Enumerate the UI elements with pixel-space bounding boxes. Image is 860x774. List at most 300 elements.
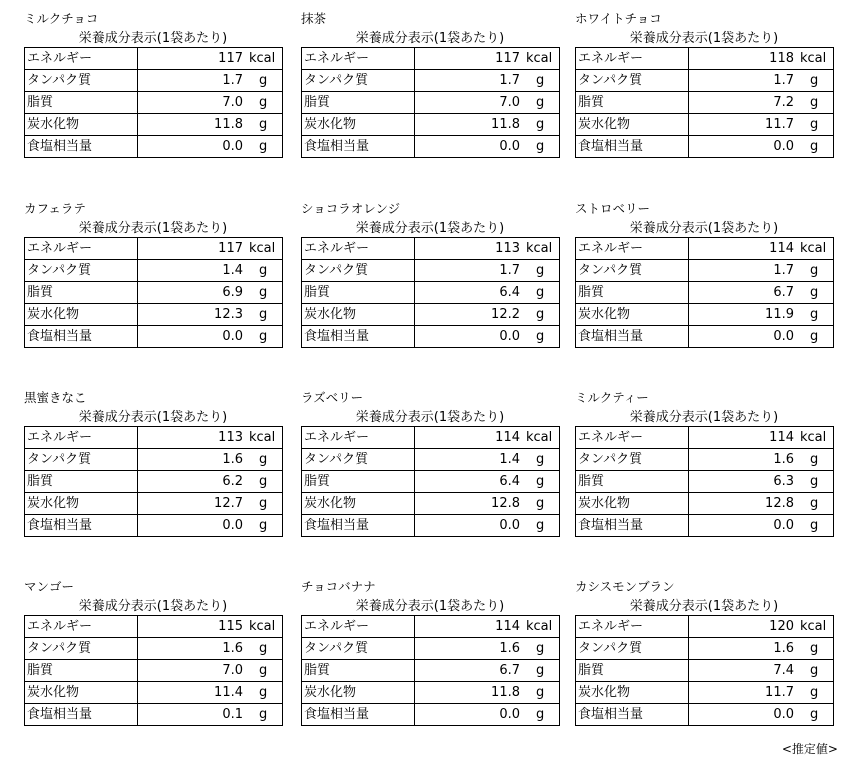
nutrition-row xyxy=(302,136,560,158)
nutrient-unit: g xyxy=(810,307,819,322)
nutrition-table xyxy=(24,237,283,348)
nutrient-value-cell xyxy=(689,282,834,304)
nutrient-value-cell xyxy=(415,616,560,638)
nutrient-value: 1.6 xyxy=(773,641,794,656)
nutrient-value: 1.6 xyxy=(222,452,243,467)
nutrient-label: タンパク質 xyxy=(576,449,689,471)
nutrient-label: 食塩相当量 xyxy=(25,515,138,537)
nutrient-value: 114 xyxy=(495,430,520,445)
nutrient-unit: g xyxy=(259,117,268,132)
nutrient-unit: g xyxy=(259,263,268,278)
nutrient-value-cell xyxy=(689,114,834,136)
nutrition-row xyxy=(302,238,560,260)
nutrient-label: 炭水化物 xyxy=(25,493,138,515)
nutrition-table xyxy=(575,237,834,348)
nutrient-value: 7.0 xyxy=(499,95,520,110)
nutrient-unit: kcal xyxy=(800,619,827,634)
nutrient-unit: g xyxy=(810,117,819,132)
nutrient-value: 1.4 xyxy=(499,452,520,467)
nutrition-row xyxy=(25,304,283,326)
nutrition-row xyxy=(302,326,560,348)
nutrient-unit: g xyxy=(536,285,545,300)
product-name: 抹茶 xyxy=(301,11,327,26)
nutrient-unit: g xyxy=(810,263,819,278)
nutrient-label: タンパク質 xyxy=(576,260,689,282)
nutrition-row xyxy=(576,238,834,260)
nutrient-label: 炭水化物 xyxy=(302,682,415,704)
nutrient-value: 0.0 xyxy=(499,139,520,154)
nutrient-unit: g xyxy=(536,117,545,132)
nutrition-row xyxy=(576,260,834,282)
nutrient-unit: g xyxy=(536,95,545,110)
nutrient-value: 0.0 xyxy=(222,139,243,154)
nutrient-label: タンパク質 xyxy=(25,449,138,471)
nutrient-unit: g xyxy=(259,663,268,678)
nutrient-value: 11.7 xyxy=(765,685,794,700)
nutrient-value-cell xyxy=(689,260,834,282)
nutrient-value: 0.0 xyxy=(773,139,794,154)
nutrient-unit: g xyxy=(536,518,545,533)
nutrient-value-cell xyxy=(689,471,834,493)
nutrient-value-cell xyxy=(415,660,560,682)
nutrient-unit: g xyxy=(259,474,268,489)
nutrition-row xyxy=(576,704,834,726)
nutrient-value-cell xyxy=(415,92,560,114)
nutrition-row xyxy=(302,493,560,515)
nutrient-value-cell xyxy=(138,136,283,158)
nutrition-table xyxy=(301,237,560,348)
nutrient-value: 7.0 xyxy=(222,95,243,110)
nutrient-unit: g xyxy=(810,518,819,533)
nutrition-row xyxy=(576,136,834,158)
nutrient-value: 12.7 xyxy=(214,496,243,511)
nutrient-value: 0.1 xyxy=(222,707,243,722)
nutrient-label: タンパク質 xyxy=(302,638,415,660)
nutrient-unit: g xyxy=(259,707,268,722)
estimate-note: <推定値> xyxy=(781,742,838,756)
nutrient-label: 食塩相当量 xyxy=(576,136,689,158)
nutrition-header: 栄養成分表示(1袋あたり) xyxy=(355,221,505,236)
product-name: ショコラオレンジ xyxy=(301,201,401,216)
nutrient-value: 0.0 xyxy=(499,329,520,344)
nutrient-value-cell xyxy=(689,638,834,660)
nutrient-value-cell xyxy=(415,493,560,515)
nutrient-unit: g xyxy=(259,518,268,533)
product-name: ホワイトチョコ xyxy=(575,11,662,26)
nutrient-label: 脂質 xyxy=(576,660,689,682)
nutrient-label: 炭水化物 xyxy=(576,493,689,515)
nutrient-unit: g xyxy=(259,685,268,700)
nutrient-unit: g xyxy=(536,263,545,278)
nutrition-table xyxy=(575,426,834,537)
nutrient-value: 115 xyxy=(218,619,243,634)
nutrient-value-cell xyxy=(138,515,283,537)
nutrient-value: 120 xyxy=(769,619,794,634)
nutrient-value-cell xyxy=(689,304,834,326)
nutrient-unit: g xyxy=(259,95,268,110)
nutrient-value-cell xyxy=(138,638,283,660)
nutrient-value-cell xyxy=(689,48,834,70)
nutrient-label: エネルギー xyxy=(25,238,138,260)
nutrient-value: 1.4 xyxy=(222,263,243,278)
nutrient-label: 脂質 xyxy=(25,92,138,114)
nutrient-unit: g xyxy=(810,474,819,489)
nutrient-label: 食塩相当量 xyxy=(576,515,689,537)
nutrient-value: 1.7 xyxy=(773,73,794,88)
nutrition-row xyxy=(576,449,834,471)
nutrition-row xyxy=(576,70,834,92)
nutrient-value: 118 xyxy=(769,51,794,66)
nutrient-value: 7.2 xyxy=(773,95,794,110)
product-name: カフェラテ xyxy=(24,201,86,216)
product-name: カシスモンブラン xyxy=(575,579,675,594)
nutrient-value-cell xyxy=(415,427,560,449)
nutrient-unit: g xyxy=(536,452,545,467)
nutrient-value: 1.7 xyxy=(499,73,520,88)
nutrition-row xyxy=(576,282,834,304)
nutrient-label: 脂質 xyxy=(576,282,689,304)
nutrient-label: タンパク質 xyxy=(302,260,415,282)
nutrient-label: 食塩相当量 xyxy=(25,326,138,348)
nutrient-value: 114 xyxy=(769,241,794,256)
nutrient-unit: g xyxy=(536,329,545,344)
nutrient-unit: g xyxy=(536,474,545,489)
nutrition-row xyxy=(302,471,560,493)
nutrient-value-cell xyxy=(415,449,560,471)
nutrition-row xyxy=(25,660,283,682)
nutrient-label: 炭水化物 xyxy=(302,493,415,515)
nutrition-row xyxy=(25,114,283,136)
nutrient-value: 1.6 xyxy=(499,641,520,656)
nutrient-label: 脂質 xyxy=(302,471,415,493)
nutrient-value: 0.0 xyxy=(499,707,520,722)
nutrient-value: 117 xyxy=(495,51,520,66)
nutrient-unit: g xyxy=(536,496,545,511)
nutrient-value-cell xyxy=(138,92,283,114)
nutrition-header: 栄養成分表示(1袋あたり) xyxy=(78,599,228,614)
nutrient-value: 12.2 xyxy=(491,307,520,322)
nutrient-value-cell xyxy=(689,238,834,260)
nutrient-value-cell xyxy=(138,238,283,260)
nutrient-label: エネルギー xyxy=(25,616,138,638)
nutrient-label: タンパク質 xyxy=(25,638,138,660)
nutrient-value: 11.7 xyxy=(765,117,794,132)
nutrient-unit: kcal xyxy=(526,430,553,445)
product-name: ミルクティー xyxy=(575,390,649,405)
nutrient-unit: g xyxy=(810,329,819,344)
nutrient-value: 11.8 xyxy=(214,117,243,132)
nutrient-value-cell xyxy=(138,48,283,70)
nutrient-label: 炭水化物 xyxy=(25,114,138,136)
nutrition-header: 栄養成分表示(1袋あたり) xyxy=(629,221,779,236)
nutrition-row xyxy=(576,616,834,638)
nutrient-label: 炭水化物 xyxy=(25,682,138,704)
nutrition-row xyxy=(25,260,283,282)
nutrient-unit: g xyxy=(536,641,545,656)
nutrient-unit: g xyxy=(259,139,268,154)
nutrient-value: 12.8 xyxy=(765,496,794,511)
nutrient-label: エネルギー xyxy=(302,238,415,260)
nutrition-header: 栄養成分表示(1袋あたり) xyxy=(78,410,228,425)
nutrient-unit: g xyxy=(810,496,819,511)
nutrient-unit: kcal xyxy=(249,51,276,66)
nutrient-label: 炭水化物 xyxy=(25,304,138,326)
nutrient-label: タンパク質 xyxy=(576,70,689,92)
nutrient-unit: g xyxy=(536,707,545,722)
nutrition-row xyxy=(25,471,283,493)
nutrient-label: エネルギー xyxy=(25,48,138,70)
nutrient-value: 11.8 xyxy=(491,117,520,132)
nutrition-row xyxy=(302,48,560,70)
nutrient-value-cell xyxy=(689,326,834,348)
nutrient-unit: g xyxy=(259,73,268,88)
nutrient-value-cell xyxy=(689,70,834,92)
nutrient-label: 脂質 xyxy=(302,92,415,114)
nutrient-unit: g xyxy=(259,641,268,656)
nutrition-row xyxy=(576,92,834,114)
nutrition-row xyxy=(25,238,283,260)
nutrition-row xyxy=(302,449,560,471)
nutrient-unit: g xyxy=(810,73,819,88)
nutrient-label: エネルギー xyxy=(576,616,689,638)
nutrition-table xyxy=(301,47,560,158)
nutrient-unit: kcal xyxy=(526,241,553,256)
nutrient-value: 113 xyxy=(218,430,243,445)
nutrient-label: 食塩相当量 xyxy=(302,515,415,537)
nutrient-value-cell xyxy=(689,493,834,515)
nutrition-header: 栄養成分表示(1袋あたり) xyxy=(78,31,228,46)
nutrient-value-cell xyxy=(415,48,560,70)
nutrient-label: タンパク質 xyxy=(25,70,138,92)
nutrient-value-cell xyxy=(689,92,834,114)
nutrition-row xyxy=(302,92,560,114)
nutrient-value-cell xyxy=(415,238,560,260)
nutrient-label: 食塩相当量 xyxy=(576,704,689,726)
nutrient-label: 脂質 xyxy=(302,282,415,304)
nutrient-value-cell xyxy=(138,616,283,638)
nutrient-unit: g xyxy=(536,685,545,700)
nutrition-row xyxy=(25,493,283,515)
nutrition-row xyxy=(302,114,560,136)
nutrient-value: 6.7 xyxy=(773,285,794,300)
nutrient-unit: g xyxy=(810,707,819,722)
nutrition-row xyxy=(25,92,283,114)
nutrient-value: 114 xyxy=(769,430,794,445)
nutrient-label: 食塩相当量 xyxy=(302,704,415,726)
nutrition-row xyxy=(576,48,834,70)
nutrition-row xyxy=(576,682,834,704)
nutrient-value-cell xyxy=(415,136,560,158)
nutrient-value-cell xyxy=(138,493,283,515)
product-name: 黒蜜きなこ xyxy=(24,390,87,405)
nutrient-value: 6.3 xyxy=(773,474,794,489)
nutrient-value: 6.9 xyxy=(222,285,243,300)
nutrient-value: 1.7 xyxy=(222,73,243,88)
nutrient-value-cell xyxy=(415,682,560,704)
nutrient-value-cell xyxy=(689,616,834,638)
nutrient-value: 0.0 xyxy=(773,329,794,344)
nutrient-value: 0.0 xyxy=(222,329,243,344)
nutrient-value-cell xyxy=(415,471,560,493)
nutrition-header: 栄養成分表示(1袋あたり) xyxy=(355,599,505,614)
nutrient-value-cell xyxy=(138,326,283,348)
nutrient-unit: kcal xyxy=(249,619,276,634)
nutrient-value-cell xyxy=(415,260,560,282)
nutrient-value: 0.0 xyxy=(773,518,794,533)
nutrient-label: 脂質 xyxy=(25,282,138,304)
nutrient-unit: kcal xyxy=(800,241,827,256)
nutrition-row xyxy=(25,282,283,304)
nutrient-label: エネルギー xyxy=(576,427,689,449)
nutrient-label: タンパク質 xyxy=(25,260,138,282)
nutrient-label: 脂質 xyxy=(576,92,689,114)
nutrition-row xyxy=(25,682,283,704)
nutrition-table xyxy=(24,47,283,158)
product-name: マンゴー xyxy=(24,579,75,594)
nutrient-label: 炭水化物 xyxy=(576,682,689,704)
nutrient-unit: g xyxy=(810,685,819,700)
nutrient-unit: kcal xyxy=(526,51,553,66)
nutrient-value-cell xyxy=(689,515,834,537)
nutrient-label: 脂質 xyxy=(302,660,415,682)
nutrient-value: 1.7 xyxy=(499,263,520,278)
nutrient-value: 11.4 xyxy=(214,685,243,700)
nutrient-value-cell xyxy=(415,515,560,537)
nutrient-value: 114 xyxy=(495,619,520,634)
nutrient-value-cell xyxy=(415,282,560,304)
nutrition-row xyxy=(25,515,283,537)
nutrition-row xyxy=(302,260,560,282)
nutrient-value-cell xyxy=(689,427,834,449)
nutrition-row xyxy=(576,326,834,348)
nutrient-value-cell xyxy=(138,660,283,682)
nutrient-label: エネルギー xyxy=(576,238,689,260)
nutrient-value: 0.0 xyxy=(499,518,520,533)
nutrition-header: 栄養成分表示(1袋あたり) xyxy=(629,31,779,46)
nutrition-row xyxy=(302,660,560,682)
nutrient-value: 1.6 xyxy=(773,452,794,467)
nutrient-label: エネルギー xyxy=(576,48,689,70)
nutrient-unit: g xyxy=(536,73,545,88)
product-name: ストロベリー xyxy=(575,201,651,216)
nutrition-row xyxy=(25,48,283,70)
nutrient-label: 炭水化物 xyxy=(576,114,689,136)
nutrient-value: 117 xyxy=(218,241,243,256)
nutrition-header: 栄養成分表示(1袋あたり) xyxy=(629,410,779,425)
nutrient-value: 7.4 xyxy=(773,663,794,678)
nutrient-unit: g xyxy=(810,663,819,678)
nutrient-unit: g xyxy=(810,285,819,300)
nutrient-label: 炭水化物 xyxy=(302,304,415,326)
nutrition-row xyxy=(302,70,560,92)
nutrition-row xyxy=(302,638,560,660)
nutrient-value-cell xyxy=(689,682,834,704)
nutrient-label: 炭水化物 xyxy=(302,114,415,136)
nutrient-label: タンパク質 xyxy=(302,449,415,471)
nutrient-value: 6.4 xyxy=(499,474,520,489)
nutrient-value-cell xyxy=(689,449,834,471)
nutrient-label: タンパク質 xyxy=(302,70,415,92)
nutrient-value-cell xyxy=(415,304,560,326)
nutrient-value-cell xyxy=(138,282,283,304)
nutrition-header: 栄養成分表示(1袋あたり) xyxy=(355,31,505,46)
nutrition-row xyxy=(576,660,834,682)
nutrient-value: 11.8 xyxy=(491,685,520,700)
nutrition-row xyxy=(576,427,834,449)
nutrition-table xyxy=(575,615,834,726)
nutrient-label: 炭水化物 xyxy=(576,304,689,326)
nutrient-label: 食塩相当量 xyxy=(25,136,138,158)
nutrient-unit: g xyxy=(536,663,545,678)
nutrient-value-cell xyxy=(138,704,283,726)
nutrient-unit: g xyxy=(259,307,268,322)
nutrient-value: 113 xyxy=(495,241,520,256)
nutrient-value: 11.9 xyxy=(765,307,794,322)
nutrient-unit: kcal xyxy=(526,619,553,634)
nutrient-value-cell xyxy=(689,136,834,158)
nutrition-row xyxy=(25,70,283,92)
nutrient-value-cell xyxy=(415,70,560,92)
nutrition-row xyxy=(25,326,283,348)
nutrient-value-cell xyxy=(138,682,283,704)
product-name: チョコバナナ xyxy=(301,579,376,594)
nutrient-value: 12.8 xyxy=(491,496,520,511)
nutrient-value-cell xyxy=(689,660,834,682)
nutrient-value-cell xyxy=(138,70,283,92)
nutrition-row xyxy=(25,136,283,158)
nutrient-value-cell xyxy=(415,326,560,348)
nutrient-unit: g xyxy=(259,452,268,467)
nutrient-value: 6.4 xyxy=(499,285,520,300)
nutrition-row xyxy=(25,427,283,449)
nutrition-row xyxy=(302,304,560,326)
nutrition-row xyxy=(576,114,834,136)
nutrient-value-cell xyxy=(138,449,283,471)
nutrition-row xyxy=(576,493,834,515)
nutrient-label: 食塩相当量 xyxy=(302,136,415,158)
nutrient-value-cell xyxy=(415,704,560,726)
nutrient-value: 7.0 xyxy=(222,663,243,678)
nutrient-label: 食塩相当量 xyxy=(302,326,415,348)
nutrient-unit: g xyxy=(810,139,819,154)
nutrient-unit: kcal xyxy=(800,430,827,445)
nutrition-row xyxy=(302,427,560,449)
nutrition-row xyxy=(302,616,560,638)
nutrient-value: 0.0 xyxy=(773,707,794,722)
nutrient-value-cell xyxy=(689,704,834,726)
nutrition-row xyxy=(25,449,283,471)
nutrient-value-cell xyxy=(415,114,560,136)
nutrient-label: 脂質 xyxy=(576,471,689,493)
nutrient-value-cell xyxy=(138,427,283,449)
nutrient-unit: g xyxy=(259,496,268,511)
nutrient-unit: g xyxy=(259,329,268,344)
nutrient-unit: kcal xyxy=(249,430,276,445)
nutrition-row xyxy=(576,304,834,326)
nutrient-value-cell xyxy=(138,114,283,136)
nutrient-value: 12.3 xyxy=(214,307,243,322)
nutrient-label: 脂質 xyxy=(25,471,138,493)
nutrition-row xyxy=(302,515,560,537)
nutrient-value-cell xyxy=(415,638,560,660)
nutrient-value: 6.2 xyxy=(222,474,243,489)
nutrient-value-cell xyxy=(138,471,283,493)
nutrition-row xyxy=(576,471,834,493)
nutrition-table xyxy=(24,615,283,726)
nutrient-label: 食塩相当量 xyxy=(576,326,689,348)
nutrient-unit: g xyxy=(536,307,545,322)
nutrient-value: 6.7 xyxy=(499,663,520,678)
